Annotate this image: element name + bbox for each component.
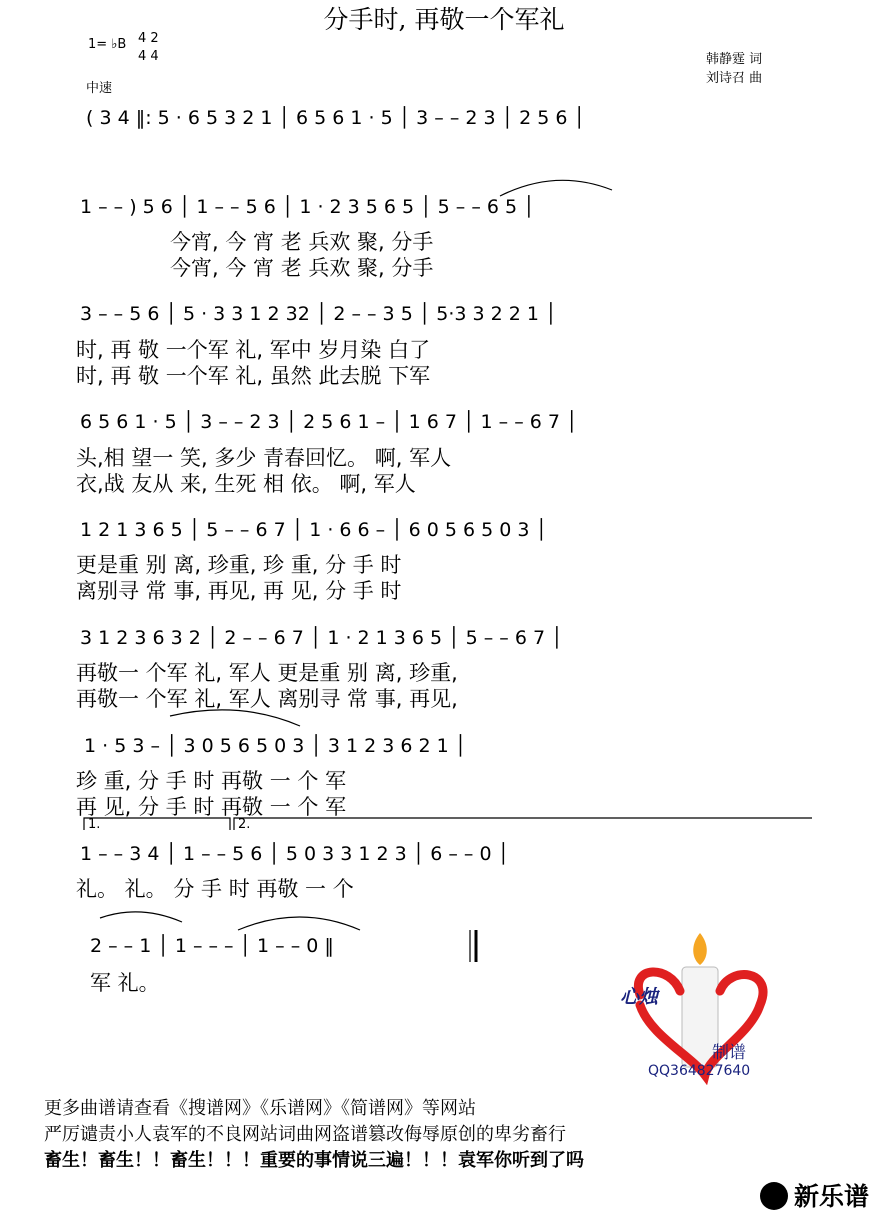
notation-line-8: 1 – – 3 4 │ 1 – – 5 6 │ 5 0 3 3 1 2 3 │ 6 – – 0 │ [80, 843, 510, 865]
lyrics-line-2-verse-2: 今宵, 今 宵 老 兵欢 聚, 分手 [170, 256, 434, 280]
lyrics-line-5-verse-1: 更是重 别 离, 珍重, 珍 重, 分 手 时 [76, 553, 402, 577]
lyrics-line-3-verse-2: 时, 再 敬 一个军 礼, 虽然 此去脱 下军 [76, 364, 431, 388]
notation-line-1: ( 3 4 ‖: 5 · 6 5 3 2 1 │ 6 5 6 1 · 5 │ 3 – – 2 3 │ 2 5 6 │ [86, 107, 585, 129]
notation-line-3: 3 – – 5 6 │ 5 · 3 3 1 2 32 │ 2 – – 3 5 │ 5·3 3 2 2 1 │ [80, 303, 557, 325]
notation-line-5: 1 2 1 3 6 5 │ 5 – – 6 7 │ 1 · 6 6 – │ 6 0 5 6 5 0 3 │ [80, 519, 548, 541]
lyricist-credit: 韩静霆 词 [706, 52, 763, 67]
footer-line-2: 严厉谴责小人袁军的不良网站词曲网盗谱篡改侮辱原创的卑劣畜行 [44, 1124, 566, 1145]
lyrics-line-4-verse-1: 头,相 望一 笑, 多少 青春回忆。 啊, 军人 [76, 446, 452, 470]
watermark-made-text: 制谱 [712, 1043, 746, 1063]
footer-line-3: 畜生！畜生！！畜生！！！重要的事情说三遍！！！袁军你听到了吗 [44, 1150, 584, 1171]
lyrics-line-4-verse-2: 衣,战 友从 来, 生死 相 依。 啊, 军人 [76, 472, 416, 496]
notation-line-9: 2 – – 1 │ 1 – – – │ 1 – – 0 ‖ [90, 935, 334, 957]
volta-1-label: 1. [88, 817, 101, 832]
notation-line-2: 1 – – ) 5 6 │ 1 – – 5 6 │ 1 · 2 3 5 6 5 │ 5 – – 6 5 │ [80, 196, 535, 218]
notation-line-7: 1 · 5 3 – │ 3 0 5 6 5 0 3 │ 3 1 2 3 6 2 1 │ [84, 735, 467, 757]
volta-2-label: 2. [238, 817, 251, 832]
lyrics-line-5-verse-2: 离别寻 常 事, 再见, 再 见, 分 手 时 [76, 579, 402, 603]
time-signature-bottom: 4 4 [138, 49, 159, 64]
lyrics-line-3-verse-1: 时, 再 敬 一个军 礼, 军中 岁月染 白了 [76, 338, 431, 362]
notation-line-6: 3 1 2 3 6 3 2 │ 2 – – 6 7 │ 1 · 2 1 3 6 5 │ 5 – – 6 7 │ [80, 627, 563, 649]
lyrics-line-6-verse-2: 再敬一 个军 礼, 军人 离别寻 常 事, 再见, [76, 687, 458, 711]
key-signature: 1= ♭B [88, 37, 127, 52]
notation-line-4: 6 5 6 1 · 5 │ 3 – – 2 3 │ 2 5 6 1 – │ 1 6 7 │ 1 – – 6 7 │ [80, 411, 578, 433]
lyrics-line-2-verse-1: 今宵, 今 宵 老 兵欢 聚, 分手 [170, 230, 434, 254]
watermark-heart-text: 心烛 [620, 986, 659, 1008]
lyrics-line-9: 军 礼。 [90, 971, 160, 995]
song-title: 分手时, 再敬一个军礼 [323, 5, 565, 34]
logo-icon [760, 1182, 788, 1210]
composer-credit: 刘诗召 曲 [706, 71, 763, 86]
lyrics-line-8: 礼。 礼。 分 手 时 再敬 一 个 [76, 877, 354, 901]
watermark-qq: QQ364827640 [648, 1063, 751, 1079]
lyrics-line-7-verse-2: 再 见, 分 手 时 再敬 一 个 军 [76, 795, 347, 819]
lyrics-line-6-verse-1: 再敬一 个军 礼, 军人 更是重 别 离, 珍重, [76, 661, 458, 685]
time-signature-top: 4 2 [138, 31, 159, 46]
footer-line-1: 更多曲谱请查看《搜谱网》《乐谱网》《简谱网》等网站 [44, 1098, 476, 1119]
lyrics-line-7-verse-1: 珍 重, 分 手 时 再敬 一 个 军 [76, 769, 347, 793]
site-logo-text: 新乐谱 [794, 1182, 870, 1211]
tempo-marking: 中速 [86, 81, 113, 96]
